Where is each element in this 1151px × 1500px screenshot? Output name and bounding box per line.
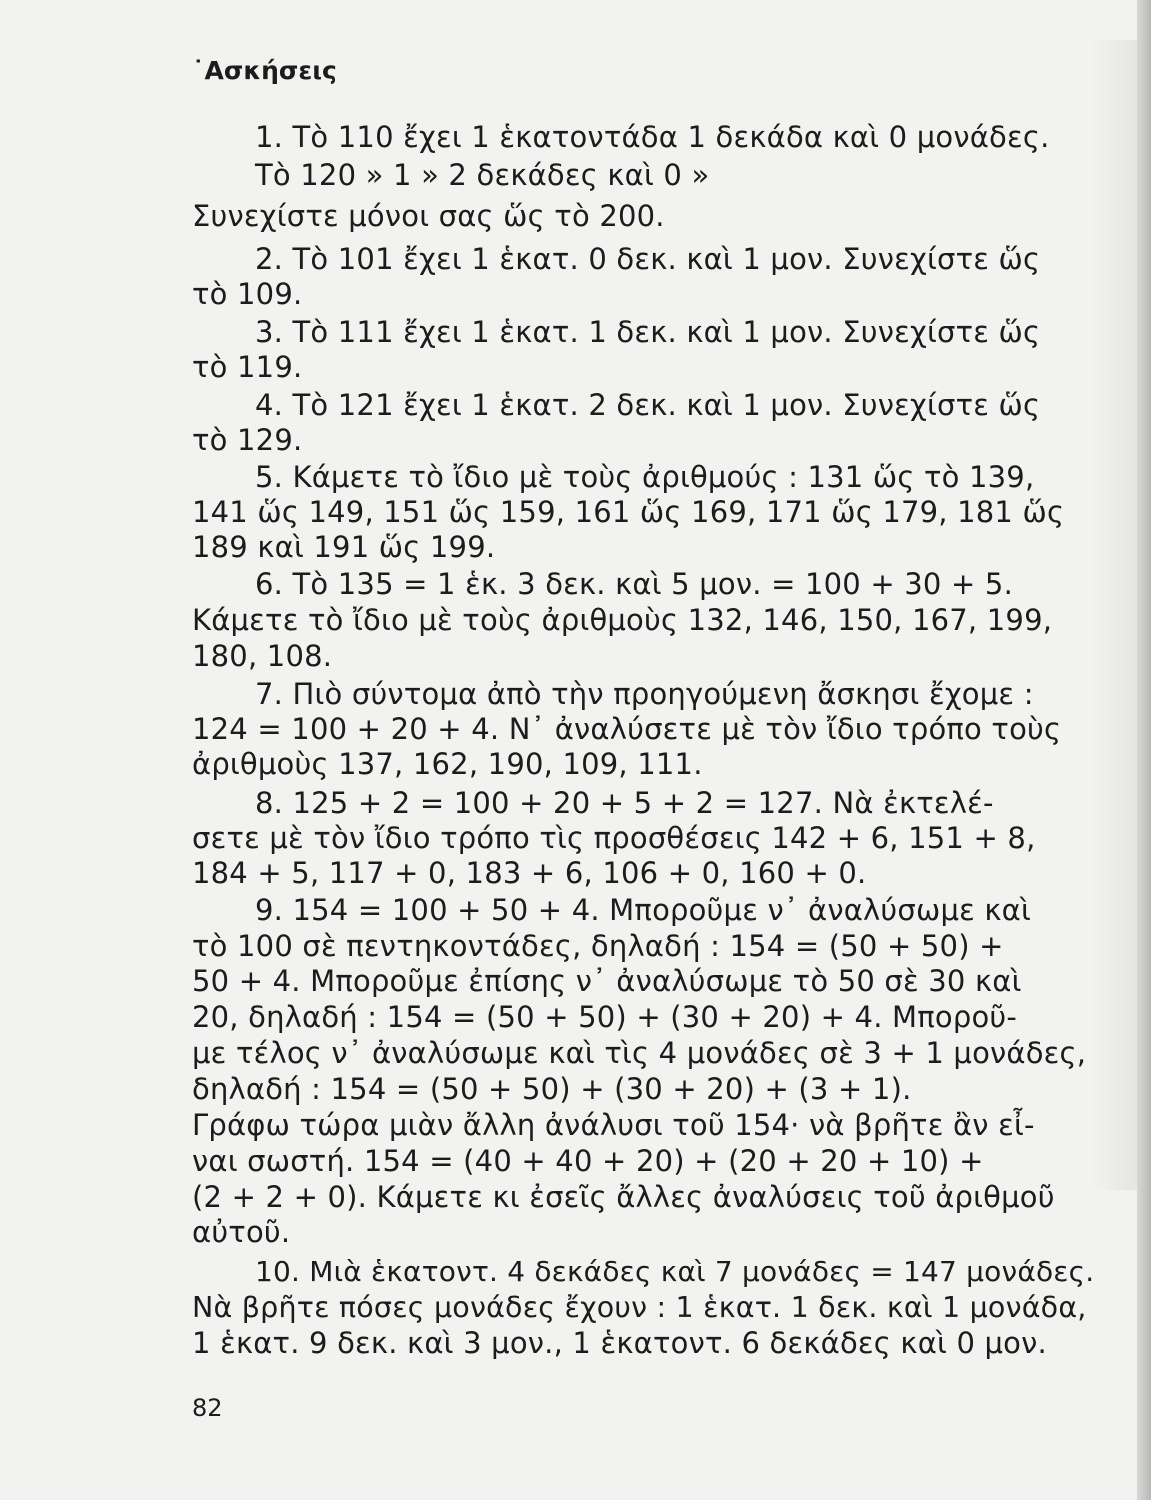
text-line-30: (2 + 2 + 0). Κάμετε κι ἐσεῖς ἄλλες ἀναλύσεις τοῦ ἀριθμοῦ [192, 1180, 1055, 1214]
text-line-22: 9. 154 = 100 + 50 + 4. Μποροῦμε ν᾽ ἀναλύσωμε καὶ [255, 893, 1032, 927]
text-line-5: τὸ 109. [192, 277, 303, 311]
text-line-25: 20, δηλαδή : 154 = (50 + 50) + (30 + 20) + 4. Μποροῦ- [192, 1000, 1018, 1034]
text-line-32: 10. Μιὰ ἑκατοντ. 4 δεκάδες καὶ 7 μονάδες = 147 μονάδες. [255, 1255, 1095, 1288]
text-line-33: Νὰ βρῆτε πόσες μονάδες ἔχουν : 1 ἑκατ. 1 δεκ. καὶ 1 μονάδα, [192, 1291, 1087, 1324]
text-line-29: ναι σωστή. 154 = (40 + 40 + 20) + (20 + 20 + 10) + [192, 1144, 984, 1178]
text-line-27: δηλαδή : 154 = (50 + 50) + (30 + 20) + (3 + 1). [192, 1072, 912, 1106]
text-line-18: ἀριθμοὺς 137, 162, 190, 109, 111. [192, 747, 703, 781]
page-number: 82 [192, 1394, 223, 1422]
text-line-34: 1 ἑκατ. 9 δεκ. καὶ 3 μον., 1 ἑκατοντ. 6 δεκάδες καὶ 0 μον. [192, 1326, 1047, 1360]
text-line-28: Γράφω τώρα μιὰν ἄλλη ἀνάλυσι τοῦ 154· νὰ βρῆτε ἂν εἶ- [192, 1108, 1035, 1142]
text-line-4: 2. Τὸ 101 ἔχει 1 ἑκατ. 0 δεκ. καὶ 1 μον. Συνεχίστε ὥς [255, 242, 1041, 276]
text-line-12: 189 καὶ 191 ὥς 199. [192, 530, 496, 564]
text-line-7: τὸ 119. [192, 350, 303, 384]
text-line-21: 184 + 5, 117 + 0, 183 + 6, 106 + 0, 160 + 0. [192, 856, 867, 890]
text-line-15: 180, 108. [192, 639, 333, 673]
text-line-24: 50 + 4. Μποροῦμε ἐπίσης ν᾽ ἀναλύσωμε τὸ 50 σὲ 30 καὶ [192, 964, 1022, 998]
text-line-16: 7. Πιὸ σύντομα ἀπὸ τὴν προηγούμενη ἄσκησι ἔχομε : [255, 677, 1034, 711]
text-line-1: 1. Τὸ 110 ἔχει 1 ἑκατοντάδα 1 δεκάδα καὶ 0 μονάδες. [255, 120, 1050, 154]
text-line-23: τὸ 100 σὲ πεντηκοντάδες, δηλαδή : 154 = (50 + 50) + [192, 929, 1004, 963]
text-line-14: Κάμετε τὸ ἴδιο μὲ τοὺς ἀριθμοὺς 132, 146, 150, 167, 199, [192, 603, 1053, 637]
text-line-3: Συνεχίστε μόνοι σας ὥς τὸ 200. [192, 199, 665, 233]
text-line-6: 3. Τὸ 111 ἔχει 1 ἑκατ. 1 δεκ. καὶ 1 μον. Συνεχίστε ὥς [255, 315, 1041, 349]
text-line-8: 4. Τὸ 121 ἔχει 1 ἑκατ. 2 δεκ. καὶ 1 μον. Συνεχίστε ὥς [255, 388, 1041, 422]
text-line-20: σετε μὲ τὸν ἴδιο τρόπο τὶς προσθέσεις 142 + 6, 151 + 8, [192, 821, 1036, 855]
text-line-2: Τὸ 120 » 1 » 2 δεκάδες καὶ 0 » [255, 158, 710, 192]
section-heading: ˙Ασκήσεις [192, 56, 337, 85]
text-line-31: αὐτοῦ. [192, 1215, 291, 1249]
text-line-13: 6. Τὸ 135 = 1 ἑκ. 3 δεκ. καὶ 5 μον. = 100 + 30 + 5. [255, 567, 1013, 601]
text-line-9: τὸ 129. [192, 423, 303, 457]
page-edge [1137, 0, 1151, 1500]
text-line-17: 124 = 100 + 20 + 4. Ν᾽ ἀναλύσετε μὲ τὸν ἴδιο τρόπο τοὺς [192, 712, 1062, 746]
text-line-10: 5. Κάμετε τὸ ἴδιο μὲ τοὺς ἀριθμούς : 131 ὥς τὸ 139, [255, 460, 1035, 494]
text-line-11: 141 ὥς 149, 151 ὥς 159, 161 ὥς 169, 171 ὥς 179, 181 ὥς [192, 495, 1065, 529]
text-line-26: με τέλος ν᾽ ἀναλύσωμε καὶ τὶς 4 μονάδες σὲ 3 + 1 μονάδες, [192, 1036, 1087, 1070]
text-line-19: 8. 125 + 2 = 100 + 20 + 5 + 2 = 127. Νὰ ἐκτελέ- [255, 786, 994, 820]
